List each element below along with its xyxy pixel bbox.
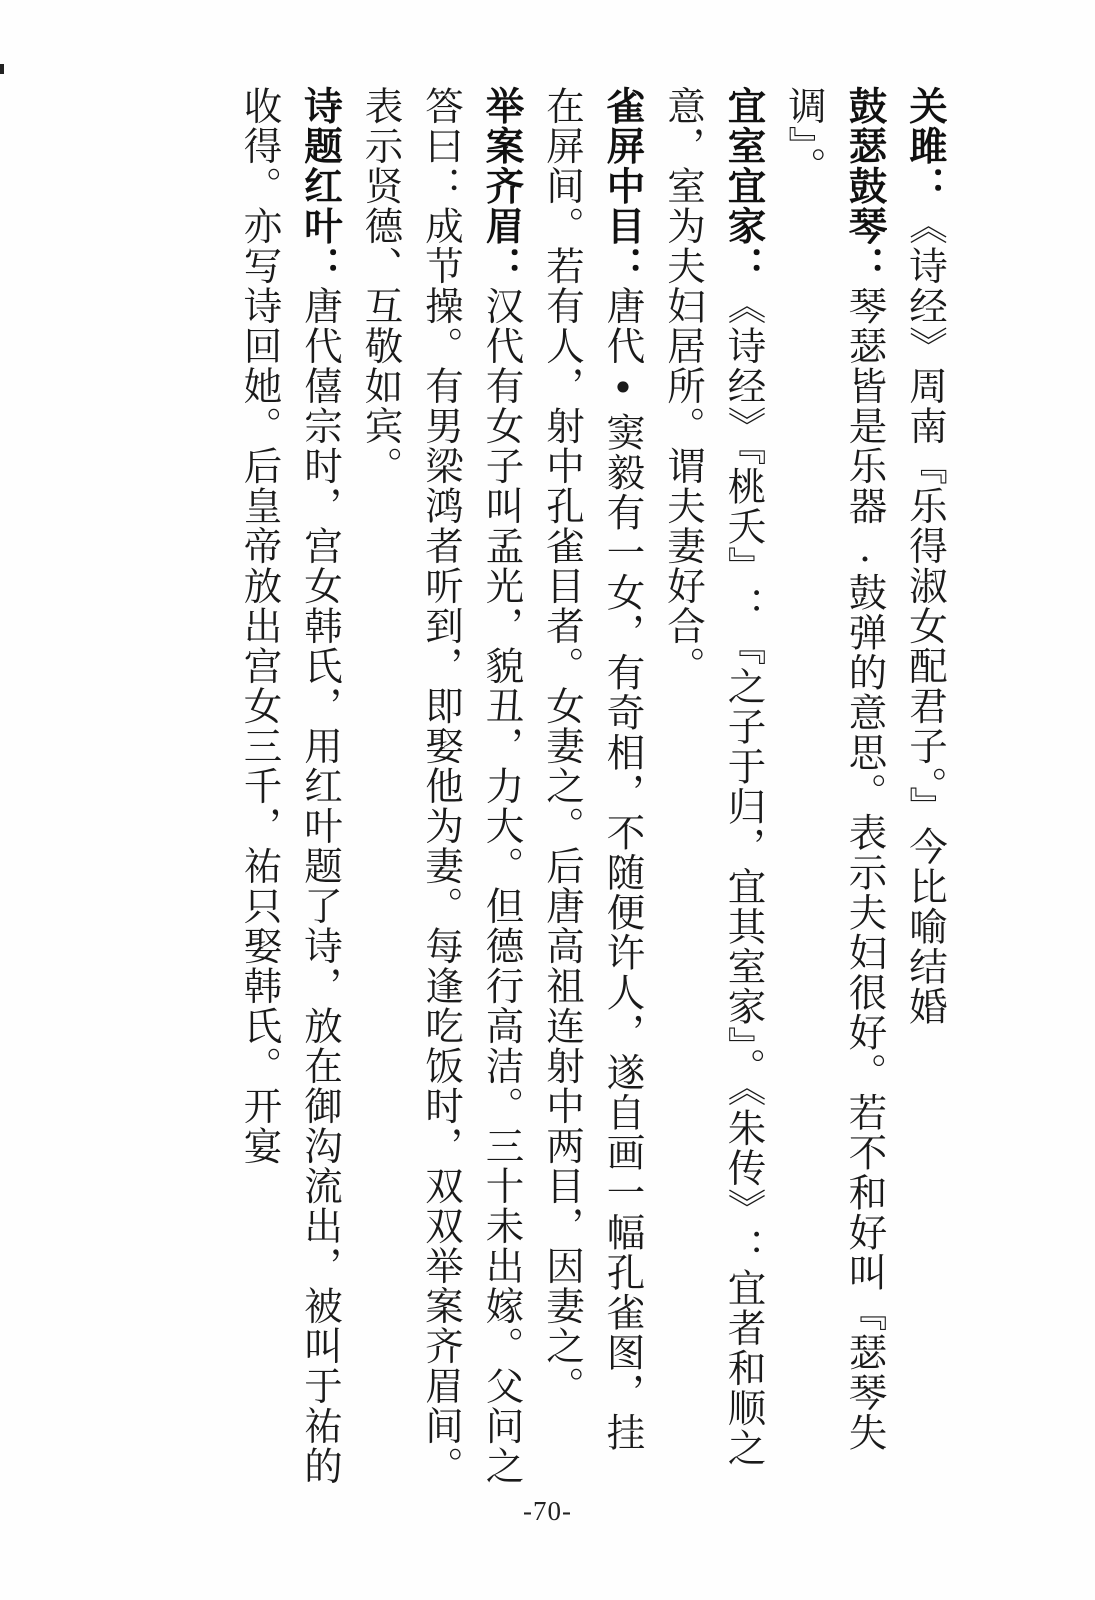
page-number: -70- bbox=[523, 1496, 572, 1526]
entry-juan-qimei bbox=[350, 86, 532, 1486]
vertical-text-body bbox=[229, 86, 955, 1486]
entry-guse-guqin bbox=[774, 86, 895, 1486]
entry-queping-zhongmu bbox=[532, 86, 653, 1486]
entry-shiti-hongye bbox=[229, 86, 350, 1486]
entry-term: 诗题红叶： bbox=[298, 86, 343, 286]
entry-body: 汉代有女子叫孟光，貌丑，力大。但德行高洁。三十未出嫁。父问之答曰：成节操。有男梁鸿者听到，即娶他为妻。每逢吃饭时，双双举案齐眉间。表示贤德、互敬如宾。 bbox=[358, 86, 525, 1486]
entry-body: 唐代僖宗时，宫女韩氏，用红叶题了诗，放在御沟流出，被叫于祐的收得。亦写诗回她。后皇帝放出宫女三千，祐只娶韩氏。开宴 bbox=[237, 86, 343, 1486]
entry-body: 《诗经》周南『乐得淑女配君子。』今比喻结婚 bbox=[903, 206, 948, 1027]
entry-term: 关雎： bbox=[903, 86, 948, 206]
entry-term: 宜室宜家： bbox=[721, 86, 767, 286]
entry-term: 举案齐眉： bbox=[479, 86, 525, 286]
entry-guanju bbox=[895, 86, 956, 1486]
scan-edge-mark bbox=[0, 64, 4, 74]
entry-body: 琴瑟皆是乐器.鼓弹的意思。表示夫妇很好。若不和好叫『瑟琴失调』。 bbox=[782, 86, 888, 1453]
entry-body: 《诗经》『桃夭』：『之子于归，宜其室家』。《朱传》：宜者和顺之意，室为夫妇居所。谓夫妻好合。 bbox=[661, 86, 767, 1469]
entry-term: 雀屏中目： bbox=[600, 86, 646, 286]
entry-yishi-yijia bbox=[653, 86, 774, 1486]
entry-term: 鼓瑟鼓琴： bbox=[842, 86, 888, 286]
entry-body: 唐代•窦毅有一女，有奇相，不随便许人，遂自画一幅孔雀图，挂在屏间。若有人，射中孔雀目者。女妻之。后唐高祖连射中两目，因妻之。 bbox=[540, 86, 646, 1453]
